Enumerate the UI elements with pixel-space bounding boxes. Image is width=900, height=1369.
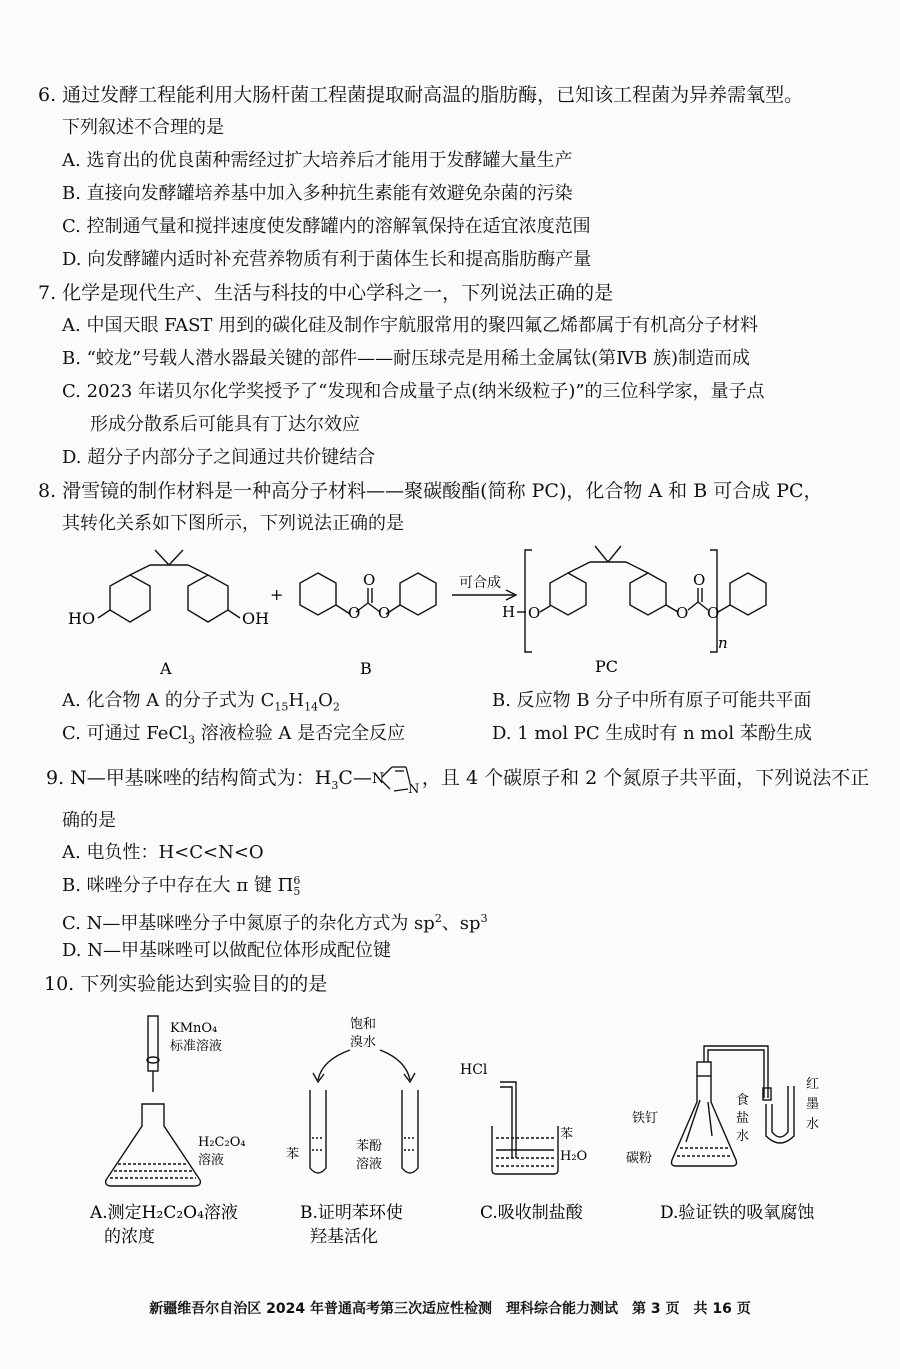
- b-oxygen-3: O: [378, 604, 391, 622]
- d-salt-water-label-3: 水: [736, 1129, 750, 1144]
- d-carbon-powder-label: 碳粉: [626, 1151, 653, 1166]
- svg-text:N: N: [407, 782, 420, 795]
- q6-stem-line2: 下列叙述不合理的是: [62, 117, 224, 138]
- q6-option-d: D. 向发酵罐内适时补充营养物质有利于菌体生长和提高脂肪酶产量: [62, 249, 592, 270]
- q8-reaction-diagram: [50, 540, 870, 685]
- imidazole-ring: [372, 763, 422, 795]
- b-saturated-label: 饱和: [350, 1017, 377, 1032]
- c-water-label: H₂O: [560, 1149, 588, 1164]
- label-pc: PC: [595, 657, 619, 676]
- q8-option-a: A. 化合物 A 的分子式为 $C_{15}H_{14}O_2$: [62, 690, 340, 714]
- a-h2c2o4-label: H₂C₂O₄: [198, 1135, 246, 1150]
- q7-option-c-line2: 形成分散系后可能具有丁达尔效应: [90, 414, 360, 435]
- q9-option-c: C. N—甲基咪唑分子中氮原子的杂化方式为 $sp^2$、$sp^3$: [62, 912, 488, 934]
- page-footer: 新疆维吾尔自治区 2024 年普通高考第三次适应性检测 理科综合能力测试 第 3 页 共 16 页: [149, 1301, 751, 1317]
- c-benzene-label: 苯: [560, 1127, 574, 1142]
- label-a: A: [160, 659, 172, 678]
- d-red-ink-label-1: 红: [806, 1077, 820, 1092]
- q8-option-d: D. 1 mol PC 生成时有 n mol 苯酚生成: [492, 723, 812, 744]
- q9-stem-line1: 9. N—甲基咪唑的结构简式为：$H_3C—$ N N ，且 4 个碳原子和 2 个氮原子共平面，下列说法不正: [46, 763, 869, 799]
- q6-option-b: B. 直接向发酵罐培养基中加入多种抗生素能有效避免杂菌的污染: [62, 183, 573, 204]
- caption-a-line1: A.测定H₂C₂O₄溶液: [90, 1203, 238, 1223]
- q9-option-d: D. N—甲基咪唑可以做配位体形成配位键: [62, 940, 391, 961]
- d-salt-water-label-2: 盐: [736, 1111, 750, 1126]
- ho-label: HO: [68, 609, 96, 628]
- q7-option-b: B. “蛟龙”号载人潜水器最关键的部件——耐压球壳是用稀土金属钛(第ⅣB 族)制造而成: [62, 348, 751, 369]
- d-red-ink-label-3: 水: [806, 1117, 820, 1132]
- b-oxygen-1: O: [348, 604, 361, 622]
- q7-stem: 7. 化学是现代生产、生活与科技的中心学科之一，下列说法正确的是: [38, 282, 614, 304]
- q7-option-a: A. 中国天眼 FAST 用到的碳化硅及制作宇航服常用的聚四氟乙烯都属于有机高分子材料: [62, 315, 759, 336]
- d-iron-nail-label: 铁钉: [632, 1111, 659, 1126]
- q8-option-b: B. 反应物 B 分子中所有原子可能共平面: [492, 690, 812, 711]
- caption-d: D.验证铁的吸氧腐蚀: [660, 1203, 815, 1223]
- d-red-ink-label-2: 墨: [806, 1097, 820, 1112]
- arrow-text: 可合成: [459, 575, 501, 591]
- pc-oxygen-3: O: [693, 571, 706, 589]
- pc-oxygen-2: O: [676, 604, 689, 622]
- pc-h-label: H: [502, 603, 516, 621]
- a-solution-label: 溶液: [198, 1153, 225, 1168]
- plus-sign: +: [270, 585, 284, 604]
- a-standard-solution-label: 标准溶液: [170, 1039, 223, 1054]
- q6-stem-line1: 6. 通过发酵工程能利用大肠杆菌工程菌提取耐高温的脂肪酶，已知该工程菌为异养需氧型。: [38, 84, 804, 106]
- caption-c: C.吸收制盐酸: [480, 1203, 583, 1223]
- q8-stem-line1: 8. 滑雪镜的制作材料是一种高分子材料——聚碳酸酯(简称 PC)，化合物 A 和 B 可合成 PC，: [38, 480, 823, 502]
- d-salt-water-label-1: 食: [736, 1093, 750, 1108]
- label-b: B: [360, 659, 372, 678]
- q10-apparatus-diagram: [60, 1008, 860, 1258]
- q6-option-a: A. 选育出的优良菌种需经过扩大培养后才能用于发酵罐大量生产: [62, 150, 573, 171]
- q8-option-c: C. 可通过 FeCl$_3$ 溶液检验 A 是否完全反应: [62, 723, 406, 747]
- svg-text:N: N: [371, 771, 385, 787]
- caption-b-line2: 羟基活化: [310, 1227, 378, 1247]
- b-phenol-label: 苯酚: [356, 1139, 383, 1154]
- q10-stem: 10. 下列实验能达到实验目的的是: [44, 973, 328, 995]
- q9-stem-line2: 确的是: [62, 810, 116, 831]
- caption-b-line1: B.证明苯环使: [300, 1203, 403, 1223]
- q7-option-d: D. 超分子内部分子之间通过共价键结合: [62, 447, 376, 468]
- caption-a-line2: 的浓度: [104, 1227, 155, 1247]
- oh-label: OH: [242, 609, 270, 628]
- c-hcl-label: HCl: [460, 1062, 488, 1078]
- b-bromine-water-label: 溴水: [350, 1035, 377, 1050]
- q9-option-b: B. 咪唑分子中存在大 π 键 Π 6 5: [62, 874, 301, 898]
- q6-option-c: C. 控制通气量和搅拌速度使发酵罐内的溶解氧保持在适宜浓度范围: [62, 216, 591, 237]
- b-oxygen-2: O: [363, 571, 376, 589]
- pc-oxygen-4: O: [707, 604, 720, 622]
- pc-oxygen-1: O: [528, 604, 541, 622]
- q8-stem-line2: 其转化关系如下图所示，下列说法正确的是: [62, 513, 404, 534]
- b-benzene-label: 苯: [286, 1147, 300, 1162]
- b-phenol-solution-label: 溶液: [356, 1157, 383, 1172]
- pc-n-subscript: n: [718, 634, 728, 652]
- a-kmno4-label: KMnO₄: [170, 1021, 218, 1036]
- q9-option-a: A. 电负性：H<C<N<O: [62, 842, 264, 863]
- q7-option-c-line1: C. 2023 年诺贝尔化学奖授予了“发现和合成量子点(纳米级粒子)”的三位科学家，量子点: [62, 381, 765, 402]
